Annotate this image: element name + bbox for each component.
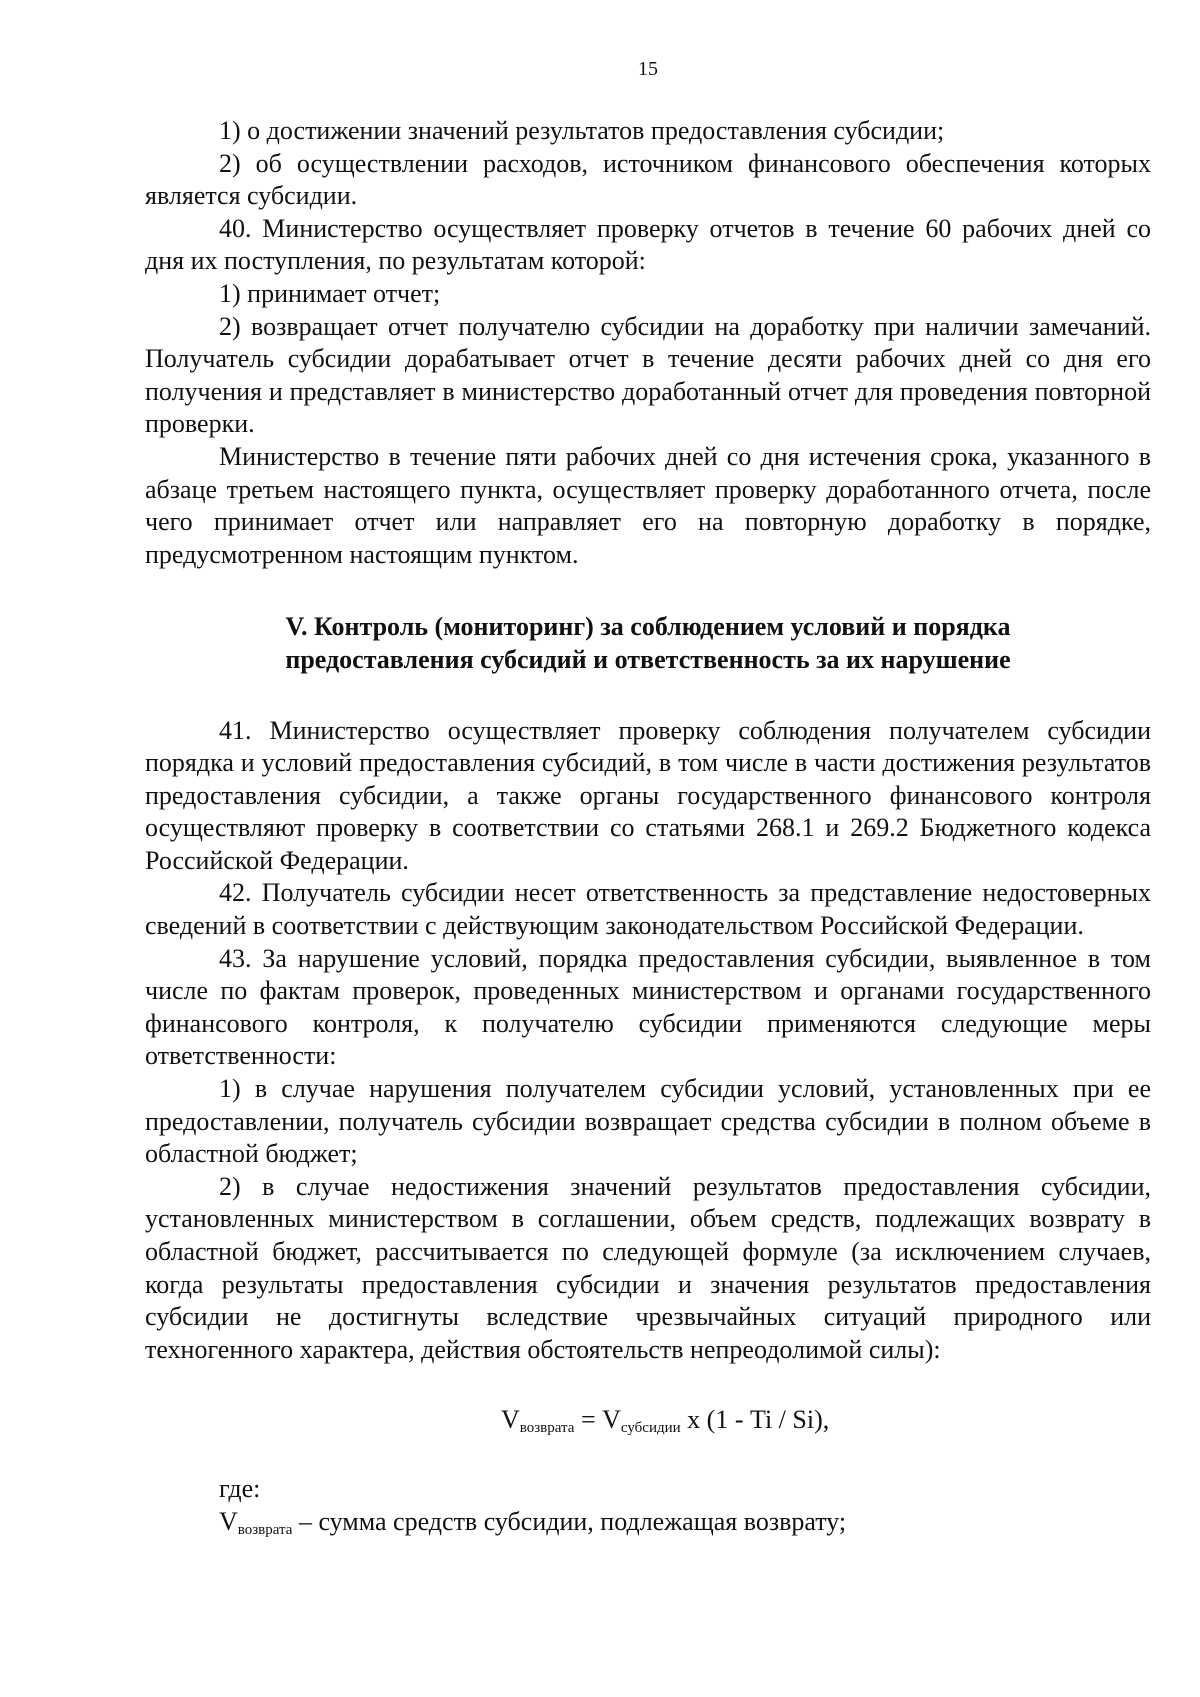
definitions-block <box>145 1473 1151 1538</box>
formula-sub1: возврата <box>519 1420 575 1437</box>
paragraph: 1) в случае нарушения получателем субсидии условий, установленных при ее предоставлении, получатель субсидии возвращает средства субсидии в полном объеме в областной бюджет; <box>145 1074 1151 1169</box>
paragraph: 1) о достижении значений результатов предоставления субсидии; <box>219 116 945 145</box>
paragraph: 43. За нарушение условий, порядка предоставления субсидии, выявленное в том числе по фактам проверок, проведенных министерством и органами государственного финансового контроля, к получателю субсидии применяются следующие меры ответственности: <box>145 943 1151 1071</box>
formula-eq: = <box>574 1405 603 1435</box>
formula <box>145 1404 1151 1437</box>
section-heading-line-1: V. Контроль (мониторинг) за соблюдением условий и порядка <box>285 612 1011 642</box>
paragraph: 2) в случае недостижения значений результатов предоставления субсидии, установленных министерством в соглашении, объем средств, подлежащих возврату в областной бюджет, рассчитывается по следующей формуле (за исключением случаев, когда результаты предоставления субсидии и значения результатов предоставления субсидии не достигнуты вследствие чрезвычайных ситуаций природного или техногенного характера, действия обстоятельств непреодолимой силы): <box>145 1171 1151 1364</box>
section-heading <box>145 611 1151 676</box>
document-page <box>145 58 1151 1538</box>
paragraph: 1) принимает отчет; <box>219 278 441 308</box>
definition-v: V <box>219 1506 238 1536</box>
section-heading-line-2: предоставления субсидий и ответственность за их нарушение <box>285 644 1011 674</box>
paragraph: 41. Министерство осуществляет проверку соблюдения получателем субсидии порядка и условий предоставления субсидий, в том числе в части достижения результатов предоставления субсидии, а также органы государственного финансового контроля осуществляют проверку в соответствии со статьями 268.1 и 269.2 Бюджетного кодекса Российской Федерации. <box>145 715 1151 875</box>
paragraph: 42. Получатель субсидии несет ответственность за представление недостоверных сведений в соответствии с действующим законодательством Российской Федерации. <box>145 878 1151 941</box>
definition-sub: возврата <box>237 1521 293 1538</box>
paragraph: Министерство в течение пяти рабочих дней со дня истечения срока, указанного в абзаце третьем настоящего пункта, осуществляет проверку доработанного отчета, после чего принимает отчет или направляет его на повторную доработку в порядке, предусмотренном настоящим пунктом. <box>145 441 1151 569</box>
definition-line <box>145 1506 1151 1539</box>
where-label: где: <box>219 1473 261 1503</box>
paragraph: 2) возвращает отчет получателю субсидии на доработку при наличии замечаний. Получатель субсидии дорабатывает отчет в течение десяти рабочих дней со дня его получения и представляет в министерство доработанный отчет для проведения повторной проверки. <box>145 311 1151 439</box>
page-number: 15 <box>638 58 658 80</box>
formula-sub2: субсидии <box>620 1420 681 1437</box>
formula-rest: х (1 - Ti / Si), <box>680 1405 830 1435</box>
definition-text: – сумма средств субсидии, подлежащая возврату; <box>292 1506 847 1536</box>
paragraph: 40. Министерство осуществляет проверку отчетов в течение 60 рабочих дней со дня их поступления, по результатам которой: <box>145 213 1151 276</box>
formula-v1: V <box>501 1405 520 1435</box>
paragraph: 2) об осуществлении расходов, источником финансового обеспечения которых является субсидии. <box>145 148 1151 211</box>
formula-v2: V <box>602 1405 621 1435</box>
